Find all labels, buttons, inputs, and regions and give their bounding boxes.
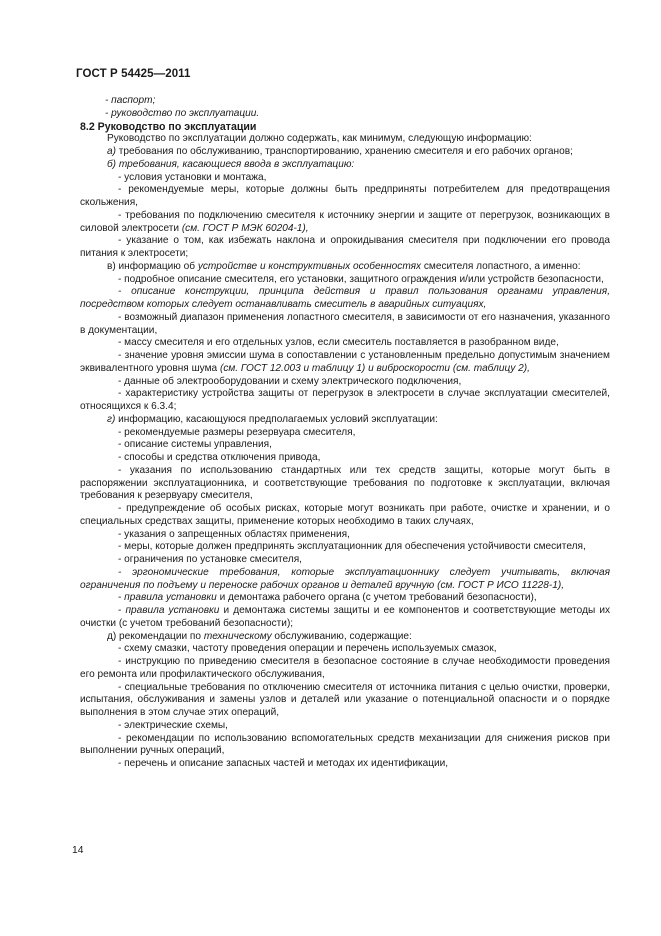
item-emphasis: техническому: [203, 630, 272, 642]
section-heading: 8.2 Руководство по эксплуатации: [80, 120, 257, 133]
list-item: - рекомендации по использованию вспомогательных средств механизации для снижения рисков при выполнении ручных операций,: [80, 732, 610, 757]
list-item: - описание конструкции, принципа действия и правил пользования органами управления, посредством которых следует останавливать смеситель в аварийных ситуациях,: [80, 286, 610, 310]
item-text: в) информацию об: [107, 260, 198, 272]
item-reference: (см. ГОСТ Р МЭК 60204-1),: [181, 222, 309, 234]
list-item: - меры, которые должен предпринять эксплуатационник для обеспечения устойчивости смесителя,: [118, 541, 586, 553]
item-emphasis: правила установки: [125, 605, 220, 616]
item-text: и демонтажа системы защиты и ее компонентов и соответствующие методы их очистки (с учетом требований безопасности);: [80, 605, 611, 629]
list-item: - руководство по эксплуатации.: [105, 107, 260, 119]
item-text: -: [118, 592, 125, 604]
list-item: - подробное описание смесителя, его установки, защитного ограждения и/или устройств безопасности,: [118, 273, 604, 285]
list-item: - электрические схемы,: [118, 719, 228, 731]
list-item: - описание системы управления,: [118, 439, 272, 451]
list-item: - рекомендуемые меры, которые должны быть предприняты потребителем для предотвращения скольжения,: [80, 184, 610, 208]
list-item: - специальные требования по отключению смесителя от источника питания с целью очистки, проверки, испытания, обслуживания и замены узлов и деталей или указание о потенциальной опасности и о порядке выполнения в этом случае этих операций,: [80, 681, 610, 718]
document-header: ГОСТ Р 54425—2011: [76, 68, 191, 80]
item-emphasis: устройстве и конструктивных особенностях: [197, 260, 422, 272]
list-item: - возможный диапазон применения лопастного смесителя, в зависимости от его назначения, указанного в документации,: [80, 311, 610, 336]
item-text: -: [118, 605, 126, 616]
list-item: - паспорт;: [105, 95, 156, 106]
item-label: а): [107, 146, 116, 157]
item-text: информацию, касающуюся предполагаемых условий эксплуатации:: [115, 413, 438, 425]
list-item: - данные об электрооборудовании и схему электрического подключения,: [118, 375, 462, 387]
item-text: - значение уровня эмиссии шума в сопоставлении с установленным предельно допустимым значением эквивалентного уровня шума: [80, 350, 610, 374]
list-item: - указания о запрещенных областях применения,: [118, 528, 350, 540]
list-item-a: [80, 146, 610, 159]
document-body: [80, 95, 610, 771]
list-item-v: [80, 261, 610, 274]
list-item: [80, 592, 610, 605]
list-item: - указания по использованию стандартных или тех средств защиты, которые могут быть в распоряжении эксплуатационника, и соответствующие требования по подготовке к эксплуатации, включая требования к резервуару смесителя,: [80, 464, 610, 502]
list-item: - способы и средства отключения привода,: [118, 452, 321, 463]
list-item: - указание о том, как избежать наклона и опрокидывания смесителя при подключении его провода питания к электросети;: [80, 235, 610, 259]
list-item-g: [80, 414, 610, 427]
list-item: - характеристику устройства защиты от перегрузок в электросети в случае эксплуатации смесителей, относящихся к 6.3.4;: [80, 388, 610, 412]
item-text: смесителя лопастного, а именно:: [421, 260, 581, 272]
item-text: обслуживанию, содержащие:: [271, 630, 412, 642]
list-item: [80, 350, 610, 376]
list-item-b: б) требования, касающиеся ввода в эксплуатацию:: [107, 158, 355, 170]
item-text: д) рекомендации по: [107, 630, 204, 642]
list-item: [80, 210, 610, 236]
list-item: - перечень и описание запасных частей и методах их идентификации,: [118, 758, 449, 769]
list-item: - предупреждение об особых рисках, которые могут возникать при работе, очистке и хранении, и о специальных средствах защиты, применение которых необходимо в таких случаях,: [80, 503, 610, 527]
item-text: и демонтажа рабочего органа (с учетом требований безопасности),: [216, 592, 537, 604]
item-text: - требования по подключению смесителя к источнику энергии и защите от перегрузок, возникающих в силовой электросети: [80, 209, 610, 234]
list-item: - схему смазки, частоту проведения операции и перечень используемых смазок,: [118, 643, 497, 655]
list-item: - эргономические требования, которые эксплуатационнику следует учитывать, включая ограничения по подъему и переноске рабочих органов и деталей вручную (см. ГОСТ Р ИСО 11228-1),: [80, 566, 610, 591]
list-item: - массу смесителя и его отдельных узлов, если смеситель поставляется в разобранном виде,: [118, 337, 559, 349]
item-label: г): [107, 413, 116, 425]
list-item: [80, 605, 610, 631]
list-item: - инструкцию по приведению смесителя в безопасное состояние в случае необходимости проведения его ремонта или профилактического обслуживания,: [80, 656, 610, 680]
list-item: - ограничения по установке смесителя,: [118, 554, 302, 565]
page-number: 14: [72, 845, 84, 856]
list-item: - условия установки и монтажа,: [118, 171, 267, 183]
item-emphasis: правила установки: [124, 592, 217, 604]
list-item: - рекомендуемые размеры резервуара смесителя,: [118, 426, 356, 438]
list-item-d: [80, 631, 610, 644]
item-reference: (см. ГОСТ 12.003 и таблицу 1) и виброскорости (см. таблицу 2),: [219, 362, 530, 374]
paragraph: Руководство по эксплуатации должно содержать, как минимум, следующую информацию:: [107, 133, 532, 145]
item-text: требования по обслуживанию, транспортированию, хранению смесителя и его рабочих органов;: [115, 146, 573, 157]
